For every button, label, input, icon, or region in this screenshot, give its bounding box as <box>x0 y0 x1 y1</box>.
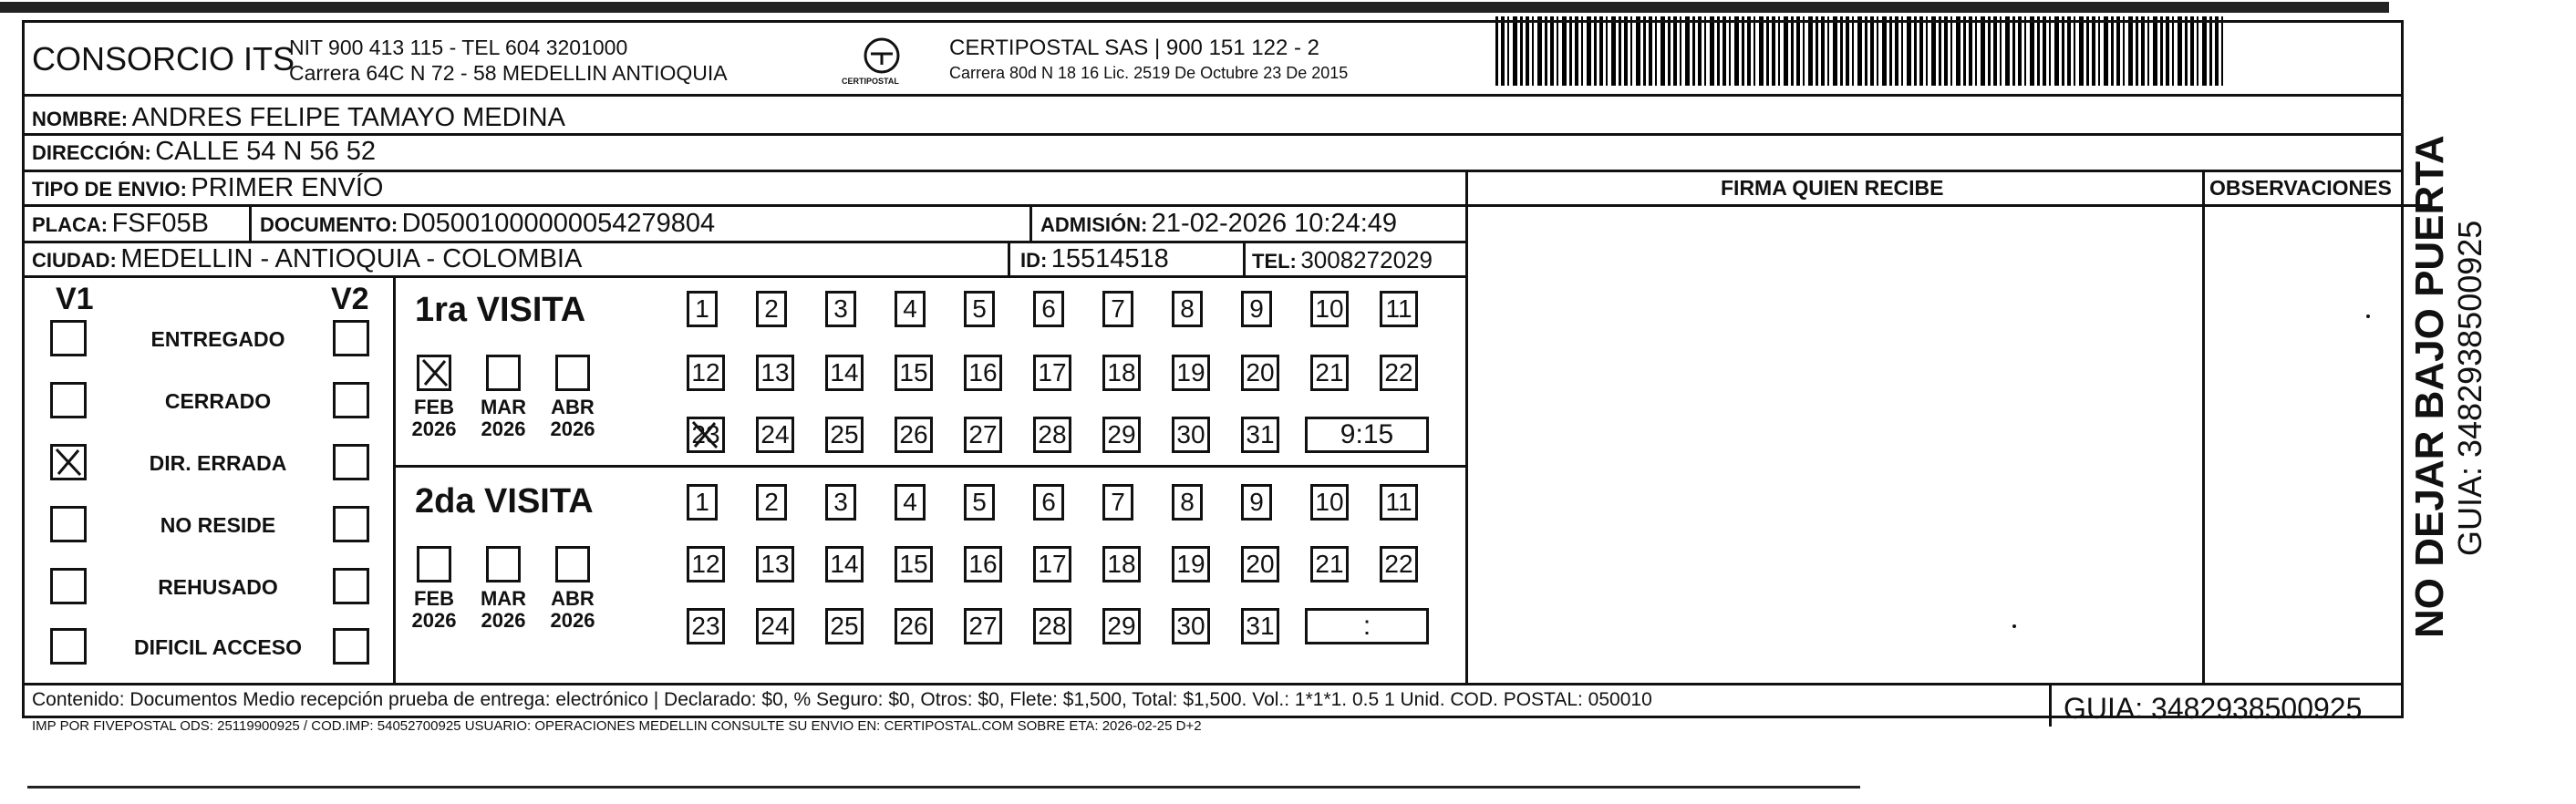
ciudad-field <box>32 246 582 273</box>
visit2-day-box[interactable]: 9 <box>1241 484 1272 521</box>
divider <box>25 683 2401 685</box>
ciudad-value: MEDELLIN - ANTIOQUIA - COLOMBIA <box>120 244 583 273</box>
tipo-envio-value: PRIMER ENVÍO <box>191 173 384 202</box>
visit1-month-year: 2026 <box>481 417 526 441</box>
ink-dot <box>2366 314 2370 318</box>
status-label: DIR. ERRADA <box>149 451 287 475</box>
logo-text: CERTIPOSTAL <box>842 77 899 86</box>
visit2-month-checkbox[interactable] <box>486 546 521 582</box>
visit2-day-box[interactable]: 5 <box>964 484 995 521</box>
visit2-time-box[interactable]: : <box>1305 608 1429 644</box>
visit2-day-box[interactable]: 25 <box>825 608 864 644</box>
signature-header: FIRMA QUIEN RECIBE <box>1721 176 1944 200</box>
visit2-day-box[interactable]: 2 <box>756 484 787 521</box>
footer-contenido: Contenido: Documentos Medio recepción prueba de entrega: electrónico | Declarado: $0, % Seguro: $0, Otros: $0, Flete: $1,500, Total: $1,500. Vol.: 1*1*1. 0.5 1 Unid. COD. POSTAL: 050010 <box>32 689 1652 710</box>
visit2-day-box[interactable]: 15 <box>895 546 933 582</box>
visit1-day-box[interactable]: 14 <box>825 355 864 391</box>
company-nit: NIT 900 413 115 - TEL 604 3201000 <box>289 36 628 59</box>
placa-value: FSF05B <box>111 209 209 238</box>
visit2-month-label <box>471 588 535 632</box>
nombre-value: ANDRES FELIPE TAMAYO MEDINA <box>131 103 565 132</box>
visit1-day-box[interactable]: 26 <box>895 417 933 453</box>
visit1-day-box[interactable]: 4 <box>895 291 926 327</box>
placa-field <box>32 211 209 237</box>
visit2-month-name: MAR <box>480 587 527 610</box>
v1-checkbox[interactable] <box>50 320 87 356</box>
v2-checkbox[interactable] <box>333 382 369 418</box>
id-field <box>1020 246 1169 273</box>
visit1-day-box[interactable]: 21 <box>1310 355 1349 391</box>
visit1-day-box[interactable]: 22 <box>1380 355 1418 391</box>
divider <box>25 133 2401 136</box>
v2-checkbox[interactable] <box>333 628 369 665</box>
divider <box>25 204 1465 207</box>
v1-label: V1 <box>56 282 94 316</box>
visit1-month-checkbox[interactable] <box>486 355 521 391</box>
visit1-month-name: FEB <box>414 396 454 418</box>
certipostal-license: Carrera 80d N 18 16 Lic. 2519 De Octubre 23 De 2015 <box>949 64 1349 82</box>
visit2-month-label <box>541 588 605 632</box>
visit1-day-box[interactable]: 15 <box>895 355 933 391</box>
visit1-month-checkbox[interactable] <box>555 355 590 391</box>
tipo-envio-field <box>32 175 383 201</box>
divider <box>25 275 1465 278</box>
tel-value: 3008272029 <box>1300 246 1433 273</box>
visit2-day-box[interactable]: 3 <box>825 484 856 521</box>
v1-checkbox[interactable] <box>50 568 87 604</box>
visit2-day-box[interactable]: 26 <box>895 608 933 644</box>
id-value: 15514518 <box>1050 244 1169 273</box>
visit2-day-box[interactable]: 14 <box>825 546 864 582</box>
divider <box>393 465 1465 468</box>
visit1-month-label <box>541 397 605 440</box>
status-label: ENTREGADO <box>150 327 285 351</box>
visit1-day-box[interactable]: 7 <box>1102 291 1133 327</box>
direccion-value: CALLE 54 N 56 52 <box>155 137 377 166</box>
v1-checkbox[interactable] <box>50 506 87 542</box>
v1-checkbox[interactable] <box>50 628 87 665</box>
direccion-field <box>32 139 376 165</box>
visit1-day-box[interactable]: 23 <box>687 417 725 453</box>
visit1-title: 1ra VISITA <box>415 291 586 329</box>
visit1-day-box[interactable]: 20 <box>1241 355 1279 391</box>
certipostal-nit: CERTIPOSTAL SAS | 900 151 122 - 2 <box>949 36 1319 60</box>
visit1-day-box[interactable]: 10 <box>1310 291 1349 327</box>
visit1-day-box[interactable]: 8 <box>1172 291 1203 327</box>
visit2-month-name: FEB <box>414 587 454 610</box>
divider <box>249 204 252 241</box>
side-guia: GUIA: 3482938500925 <box>2451 220 2488 556</box>
divider <box>2202 170 2205 683</box>
id-label: ID: <box>1020 249 1048 272</box>
visit2-day-box[interactable]: 24 <box>756 608 794 644</box>
tipo-envio-label: TIPO DE ENVIO: <box>32 178 187 201</box>
status-label: REHUSADO <box>158 575 278 599</box>
visit1-day-box[interactable]: 12 <box>687 355 725 391</box>
visit2-day-box[interactable]: 21 <box>1310 546 1349 582</box>
visit1-day-box[interactable]: 9 <box>1241 291 1272 327</box>
visit2-day-box[interactable]: 17 <box>1033 546 1071 582</box>
visit2-month-name: ABR <box>551 587 595 610</box>
visit2-day-box[interactable]: 29 <box>1102 608 1141 644</box>
v2-checkbox[interactable] <box>333 568 369 604</box>
nombre-field <box>32 105 565 131</box>
visit1-day-box[interactable]: 31 <box>1241 417 1279 453</box>
visit2-day-box[interactable]: 23 <box>687 608 725 644</box>
visit2-day-box[interactable]: 10 <box>1310 484 1349 521</box>
visit2-month-label <box>402 588 466 632</box>
company-address: Carrera 64C N 72 - 58 MEDELLIN ANTIOQUIA <box>289 61 728 85</box>
admision-label: ADMISIÓN: <box>1040 213 1148 236</box>
v2-checkbox[interactable] <box>333 506 369 542</box>
documento-value: D05001000000054279804 <box>401 209 716 238</box>
admision-field <box>1040 211 1397 237</box>
visit1-month-name: MAR <box>480 396 527 418</box>
visit1-day-box[interactable]: 11 <box>1380 291 1418 327</box>
visit2-day-box[interactable]: 12 <box>687 546 725 582</box>
divider <box>25 170 2401 172</box>
visit1-day-box[interactable]: 27 <box>964 417 1002 453</box>
status-label: DIFICIL ACCESO <box>133 635 302 659</box>
visit2-day-box[interactable]: 20 <box>1241 546 1279 582</box>
status-label: CERRADO <box>164 389 272 413</box>
visit2-day-box[interactable]: 19 <box>1172 546 1210 582</box>
company-name: CONSORCIO ITS <box>32 40 295 77</box>
visit2-title: 2da VISITA <box>415 482 594 521</box>
divider <box>1029 204 1032 241</box>
visit2-day-box[interactable]: 8 <box>1172 484 1203 521</box>
visit1-month-checkbox[interactable] <box>417 355 451 391</box>
visit2-day-box[interactable]: 27 <box>964 608 1002 644</box>
admision-value: 21-02-2026 10:24:49 <box>1151 209 1398 238</box>
visit1-day-box[interactable]: 16 <box>964 355 1002 391</box>
visit1-day-box[interactable]: 2 <box>756 291 787 327</box>
v1-checkbox[interactable] <box>50 382 87 418</box>
visit2-day-box[interactable]: 6 <box>1033 484 1064 521</box>
tel-field <box>1252 248 1433 272</box>
visit1-day-box[interactable]: 5 <box>964 291 995 327</box>
visit2-day-box[interactable]: 13 <box>756 546 794 582</box>
divider <box>1465 204 2432 207</box>
visit1-day-box[interactable]: 28 <box>1033 417 1071 453</box>
ink-dot <box>2012 624 2016 628</box>
visit2-month-checkbox[interactable] <box>417 546 451 582</box>
divider <box>25 94 2401 97</box>
footer-guia: GUIA: 3482938500925 <box>2064 692 2363 725</box>
visit2-month-checkbox[interactable] <box>555 546 590 582</box>
visit2-day-box[interactable]: 22 <box>1380 546 1418 582</box>
certipostal-logo-icon <box>862 36 902 76</box>
visit2-day-box[interactable]: 11 <box>1380 484 1418 521</box>
visit2-month-year: 2026 <box>550 609 595 633</box>
v1-checkbox[interactable] <box>50 444 87 480</box>
visit2-day-box[interactable]: 31 <box>1241 608 1279 644</box>
visit1-day-box[interactable]: 24 <box>756 417 794 453</box>
delivery-guide-card <box>22 20 2404 734</box>
visit1-month-label <box>402 397 466 440</box>
visit2-day-box[interactable]: 16 <box>964 546 1002 582</box>
no-dejar-bajo-puerta: NO DEJAR BAJO PUERTA <box>2407 135 2452 638</box>
visit1-month-label <box>471 397 535 440</box>
tel-label: TEL: <box>1252 250 1297 273</box>
visit1-day-box[interactable]: 18 <box>1102 355 1141 391</box>
divider <box>1243 241 1246 275</box>
v2-label: V2 <box>331 282 369 316</box>
nombre-label: NOMBRE: <box>32 108 129 130</box>
top-border-line <box>0 2 2389 13</box>
visit1-day-box[interactable]: 19 <box>1172 355 1210 391</box>
visit1-day-box[interactable]: 3 <box>825 291 856 327</box>
divider <box>2049 683 2052 727</box>
v2-checkbox[interactable] <box>333 320 369 356</box>
visit1-month-name: ABR <box>551 396 595 418</box>
bottom-cut-line <box>27 786 1860 789</box>
visit2-day-box[interactable]: 18 <box>1102 546 1141 582</box>
footer-imp-line: IMP POR FIVEPOSTAL ODS: 25119900925 / COD.IMP: 54052700925 USUARIO: OPERACIONES MEDELLIN CONSULTE SU ENVIO EN: CERTIPOSTAL.COM SOBRE ETA: 2026-02-25 D+2 <box>32 718 1202 734</box>
visit2-day-box[interactable]: 1 <box>687 484 718 521</box>
visit1-month-year: 2026 <box>550 417 595 441</box>
visit2-day-box[interactable]: 28 <box>1033 608 1071 644</box>
visit2-day-box[interactable]: 30 <box>1172 608 1210 644</box>
visit2-month-year: 2026 <box>411 609 457 633</box>
visit1-month-year: 2026 <box>411 417 457 441</box>
observations-header: OBSERVACIONES <box>2209 176 2392 200</box>
documento-label: DOCUMENTO: <box>260 213 398 236</box>
visit1-day-box[interactable]: 13 <box>756 355 794 391</box>
divider <box>393 275 396 683</box>
visit1-day-box[interactable]: 6 <box>1033 291 1064 327</box>
visit1-day-box[interactable]: 30 <box>1172 417 1210 453</box>
visit2-day-box[interactable]: 7 <box>1102 484 1133 521</box>
documento-field <box>260 211 715 237</box>
visit1-time-box[interactable]: 9:15 <box>1305 417 1429 453</box>
divider <box>1008 241 1010 275</box>
visit1-day-box[interactable]: 25 <box>825 417 864 453</box>
placa-label: PLACA: <box>32 213 109 236</box>
direccion-label: DIRECCIÓN: <box>32 141 151 164</box>
v2-checkbox[interactable] <box>333 444 369 480</box>
ciudad-label: CIUDAD: <box>32 249 117 272</box>
visit1-day-box[interactable]: 17 <box>1033 355 1071 391</box>
visit1-day-box[interactable]: 1 <box>687 291 718 327</box>
visit2-month-year: 2026 <box>481 609 526 633</box>
divider <box>1465 170 1468 683</box>
visit2-day-box[interactable]: 4 <box>895 484 926 521</box>
divider <box>25 241 1465 243</box>
status-label: NO RESIDE <box>160 513 276 537</box>
visit1-day-box[interactable]: 29 <box>1102 417 1141 453</box>
